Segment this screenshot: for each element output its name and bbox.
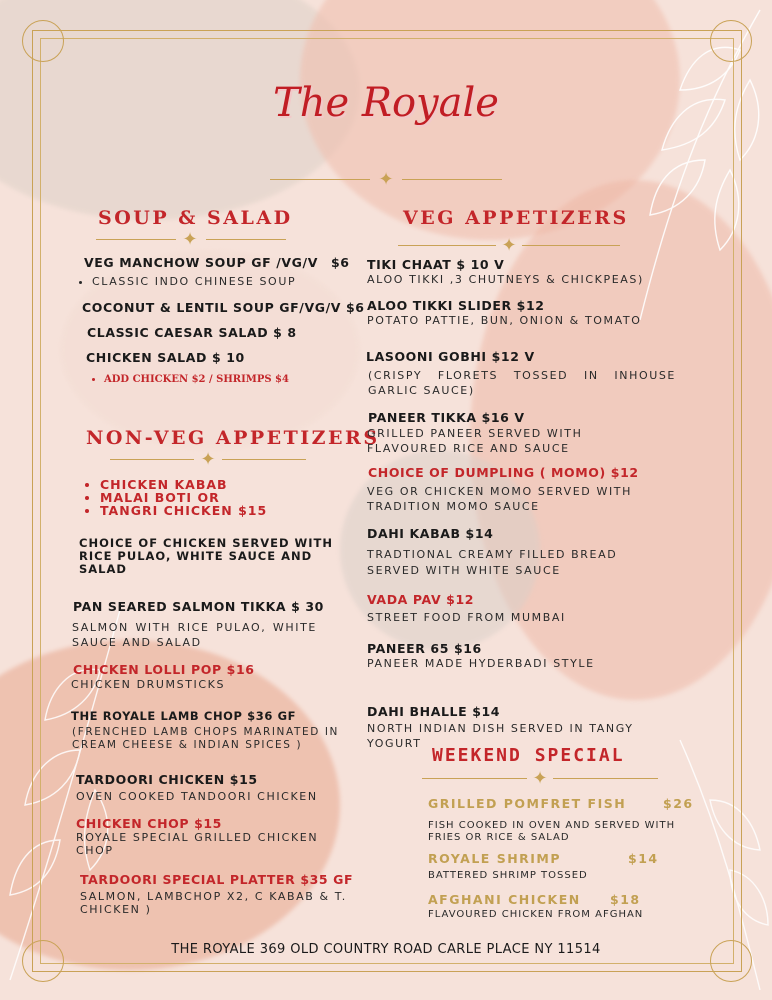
- menu-item-name: ALOO TIKKI SLIDER $12: [367, 298, 545, 313]
- menu-item-description: OVEN COOKED TANDOORI CHICKEN: [76, 790, 318, 803]
- menu-item-name: PANEER 65 $16: [367, 641, 482, 656]
- menu-item-name: CHICKEN SALAD $ 10: [86, 350, 245, 365]
- section-divider: [398, 236, 620, 256]
- section-title-weekend: WEEKEND SPECIAL: [432, 745, 625, 766]
- menu-item-description: FLAVOURED CHICKEN FROM AFGHAN: [428, 909, 644, 920]
- menu-item-description: SALMON WITH RICE PULAO, WHITE SAUCE AND SALAD: [72, 621, 317, 649]
- menu-item-description: STREET FOOD FROM MUMBAI: [367, 611, 566, 624]
- menu-item-description: TRADTIONAL CREAMY FILLED BREAD SERVED WITH WHITE SAUCE: [367, 548, 618, 577]
- menu-item-name: TARDOORI CHICKEN $15: [76, 772, 258, 787]
- menu-item-description: SALMON, LAMBCHOP X2, C KABAB & T. CHICKEN ): [80, 890, 347, 916]
- section-title-soup-salad: SOUP & SALAD: [98, 207, 293, 229]
- menu-item-description: FISH COOKED IN OVEN AND SERVED WITH FRIES OR RICE & SALAD: [428, 820, 676, 843]
- title-divider: [270, 170, 502, 190]
- menu-item-description: CHICKEN DRUMSTICKS: [71, 678, 226, 691]
- restaurant-title: The Royale: [273, 80, 499, 126]
- menu-item-description: (CRISPY FLORETS TOSSED IN INHOUSE GARLIC SAUCE): [368, 369, 676, 397]
- section-title-non-veg: NON-VEG APPETIZERS: [86, 427, 380, 449]
- section-title-veg: VEG APPETIZERS: [403, 207, 629, 229]
- menu-item-description: • CLASSIC INDO CHINESE SOUP: [92, 274, 296, 289]
- menu-item-name: GRILLED POMFRET FISH: [428, 796, 627, 811]
- menu-item-name: LASOONI GOBHI $12 V: [366, 349, 535, 364]
- corner-ornament-icon: [710, 20, 752, 62]
- corner-ornament-icon: [22, 20, 64, 62]
- menu-item-description: BATTERED SHRIMP TOSSED: [428, 870, 588, 881]
- menu-item-name: DAHI KABAB $14: [367, 526, 494, 541]
- menu-item-description: POTATO PATTIE, BUN, ONION & TOMATO: [367, 314, 642, 327]
- menu-item-description: PANEER MADE HYDERBADI STYLE: [367, 657, 595, 670]
- menu-item-name: ROYALE SHRIMP: [428, 851, 562, 866]
- kabab-option: • CHICKEN KABAB: [100, 478, 267, 491]
- menu-item-description: ROYALE SPECIAL GRILLED CHICKEN CHOP: [76, 831, 319, 857]
- menu-item-name: AFGHANI CHICKEN: [428, 892, 581, 907]
- diamond-star-icon: ✦: [378, 169, 394, 190]
- menu-item-price: $14: [628, 851, 659, 866]
- address-footer: THE ROYALE 369 OLD COUNTRY ROAD CARLE PLACE NY 11514: [171, 942, 601, 957]
- menu-item-name: CHOICE OF DUMPLING ( MOMO) $12: [368, 465, 639, 480]
- menu-item-description: (FRENCHED LAMB CHOPS MARINATED IN CREAM CHEESE & INDIAN SPICES ): [72, 726, 339, 751]
- diamond-star-icon: ✦: [200, 449, 216, 470]
- menu-item-name: PANEER TIKKA $16 V: [368, 410, 525, 425]
- menu-item-name: CHICKEN CHOP $15: [76, 816, 222, 831]
- addon-note: • ADD CHICKEN $2 / SHRIMPS $4: [104, 374, 289, 385]
- addon-list: [86, 374, 289, 385]
- menu-item-description: ALOO TIKKI ,3 CHUTNEYS & CHICKPEAS): [367, 273, 644, 286]
- menu-item-name: COCONUT & LENTIL SOUP GF/VG/V $6: [82, 300, 365, 315]
- menu-item-price: $18: [610, 892, 641, 907]
- section-divider: [110, 450, 306, 470]
- diamond-star-icon: ✦: [182, 229, 198, 250]
- menu-item-name: TARDOORI SPECIAL PLATTER $35 GF: [80, 872, 354, 887]
- kabab-choice-list: [82, 478, 267, 517]
- menu-item-description: GRILLED PANEER SERVED WITH FLAVOURED RICE AND SAUCE: [367, 427, 583, 455]
- diamond-star-icon: ✦: [532, 768, 548, 789]
- menu-item-description: VEG OR CHICKEN MOMO SERVED WITH TRADITION MOMO SAUCE: [367, 485, 632, 513]
- section-divider: [96, 230, 286, 250]
- section-divider: [422, 769, 658, 789]
- kabab-option: • TANGRI CHICKEN $15: [100, 504, 267, 517]
- menu-item-name: TIKI CHAAT $ 10 V: [367, 257, 505, 272]
- menu-item-name: VADA PAV $12: [367, 592, 475, 607]
- menu-item-price: $26: [663, 796, 694, 811]
- menu-item-price: $6: [331, 255, 350, 270]
- menu-item-name: DAHI BHALLE $14: [367, 704, 501, 719]
- diamond-star-icon: ✦: [501, 235, 517, 256]
- menu-item-name: VEG MANCHOW SOUP GF /VG/V: [84, 255, 318, 270]
- menu-item-description-list: [74, 274, 296, 289]
- kabab-option: • MALAI BOTI OR: [100, 491, 267, 504]
- menu-item-description: NORTH INDIAN DISH SERVED IN TANGY YOGURT: [367, 722, 634, 750]
- menu-item-name: CLASSIC CAESAR SALAD $ 8: [87, 325, 297, 340]
- menu-item-name: CHICKEN LOLLI POP $16: [73, 662, 255, 677]
- menu-item-name: THE ROYALE LAMB CHOP $36 GF: [71, 709, 297, 723]
- menu-item-name: PAN SEARED SALMON TIKKA $ 30: [73, 599, 324, 614]
- kabab-description: CHOICE OF CHICKEN SERVED WITH RICE PULAO, WHITE SAUCE AND SALAD: [79, 536, 333, 576]
